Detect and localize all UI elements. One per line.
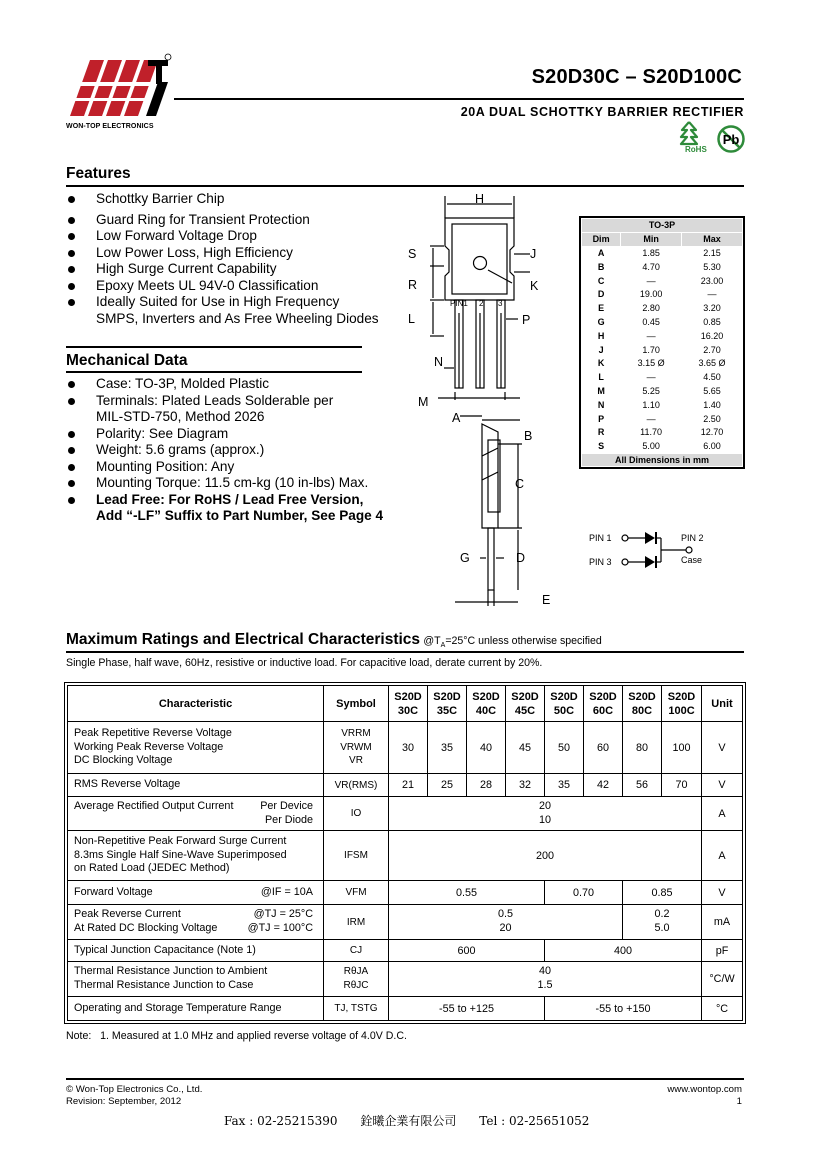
- table-row: Thermal Resistance Junction to Ambient Thermal Resistance Junction to Case RθJA RθJC 40 1.5 °C/W: [68, 962, 743, 997]
- table-cell: 4.50: [682, 370, 743, 384]
- table-row: Typical Junction Capacitance (Note 1) CJ 600 400 pF: [68, 940, 743, 962]
- table-row: [582, 398, 743, 412]
- dim-label-k: K: [530, 279, 539, 293]
- col-part: S20D 50C: [545, 686, 584, 722]
- col-part: S20D 35C: [428, 686, 467, 722]
- dim-table-footer: All Dimensions in mm: [582, 453, 743, 467]
- table-cell: 1.40: [682, 398, 743, 412]
- table-cell: N: [582, 398, 621, 412]
- table-cell: —: [621, 370, 682, 384]
- table-row: [582, 301, 743, 315]
- table-cell: C: [582, 274, 621, 288]
- pin-diagram-pin1: PIN 1: [589, 533, 612, 543]
- list-item: Case: TO-3P, Molded Plastic: [66, 376, 406, 393]
- copyright: © Won-Top Electronics Co., Ltd.: [66, 1084, 203, 1095]
- table-row: Forward Voltage @IF = 10A VFM 0.55 0.70 0.85 V: [68, 881, 743, 905]
- list-item: Mounting Position: Any: [66, 459, 406, 476]
- mechanical-rule: [66, 371, 362, 373]
- rohs-label: RoHS: [685, 145, 707, 154]
- col-part: S20D 40C: [467, 686, 506, 722]
- pin-diagram: [585, 528, 725, 578]
- ratings-table: [64, 682, 746, 1024]
- list-item: Mounting Torque: 11.5 cm-kg (10 in-lbs) Max.: [66, 475, 406, 492]
- table-cell: 1.85: [621, 246, 682, 260]
- table-cell: L: [582, 370, 621, 384]
- dim-label-j: J: [530, 247, 537, 261]
- dim-table-title: TO-3P: [582, 219, 743, 233]
- list-item: Terminals: Plated Leads Solderable per MIL-STD-750, Method 2026: [66, 393, 406, 426]
- table-cell: E: [582, 301, 621, 315]
- table-cell: P: [582, 412, 621, 426]
- dim-label-g: G: [460, 551, 470, 565]
- dim-label-l: L: [408, 312, 415, 326]
- table-cell: 5.30: [682, 260, 743, 274]
- table-row: Peak Reverse Current @TJ = 25°C At Rated DC Blocking Voltage @TJ = 100°C IRM 0.5 20 0.2 5.0 mA: [68, 905, 743, 940]
- dim-label-r: R: [408, 278, 418, 292]
- table-row: [582, 260, 743, 274]
- pb-label: Pb: [722, 132, 740, 147]
- table-cell: —: [682, 287, 743, 301]
- col-unit: Unit: [702, 686, 743, 722]
- pin-diagram-pin3: PIN 3: [589, 557, 612, 567]
- ratings-heading: Maximum Ratings and Electrical Characteristics $@T_A=25^\circ C$ unless otherwise specified: [66, 631, 602, 650]
- table-cell: 6.00: [682, 439, 743, 453]
- ratings-note-line: Single Phase, half wave, 60Hz, resistive or inductive load. For capacitive load, derate current by 20%.: [66, 657, 543, 669]
- table-cell: 0.45: [621, 315, 682, 329]
- table-cell: R: [582, 425, 621, 439]
- table-cell: A: [582, 246, 621, 260]
- pin1-label: PIN1: [450, 299, 468, 308]
- list-item: Guard Ring for Transient Protection: [66, 212, 406, 229]
- table-cell: 5.65: [682, 384, 743, 398]
- table-cell: H: [582, 329, 621, 343]
- list-item: Ideally Suited for Use in High Frequency SMPS, Inverters and As Free Wheeling Diodes: [66, 294, 406, 327]
- header-rule: [174, 98, 744, 100]
- list-item: Epoxy Meets UL 94V-0 Classification: [66, 278, 406, 295]
- table-row: [582, 274, 743, 288]
- dim-label-h: H: [475, 192, 485, 206]
- table-row: [582, 370, 743, 384]
- table-cell: S: [582, 439, 621, 453]
- col-part: S20D 80C: [623, 686, 662, 722]
- dim-label-c: C: [515, 477, 525, 491]
- ratings-title: Maximum Ratings and Electrical Characteristics: [66, 631, 421, 648]
- table-cell: J: [582, 343, 621, 357]
- table-cell: G: [582, 315, 621, 329]
- table-row: RMS Reverse Voltage VR(RMS) 21 25 28 32 35 42 56 70 V: [68, 774, 743, 797]
- col-part: S20D 100C: [662, 686, 702, 722]
- table-row: [582, 412, 743, 426]
- table-row: [582, 439, 743, 453]
- table-row: [582, 343, 743, 357]
- ratings-rule: [66, 651, 744, 653]
- company-name: WON-TOP ELECTRONICS: [66, 123, 154, 130]
- table-cell: 3.65 Ø: [682, 356, 743, 370]
- table-cell: K: [582, 356, 621, 370]
- fax-tel-line: Fax : 02-25215390 銓曦企業有限公司 Tel : 02-25651052: [224, 1114, 590, 1128]
- revision: Revision: September, 2012: [66, 1096, 182, 1107]
- table-cell: 11.70: [621, 425, 682, 439]
- table-cell: 5.00: [621, 439, 682, 453]
- features-heading: Features: [66, 165, 131, 182]
- col-part: S20D 60C: [584, 686, 623, 722]
- table-cell: 5.25: [621, 384, 682, 398]
- dimension-table: [579, 216, 745, 469]
- table-cell: 2.80: [621, 301, 682, 315]
- table-row: Peak Repetitive Reverse Voltage Working Peak Reverse Voltage DC Blocking Voltage VRRM VRWM VR 30 35 40 45 50 60 80 100 V: [68, 722, 743, 774]
- pin3-label: 3: [498, 299, 503, 308]
- mechanical-list: [66, 376, 406, 525]
- features-rule: [66, 185, 744, 187]
- table-cell: —: [621, 274, 682, 288]
- pin2-label: 2: [479, 299, 484, 308]
- subtitle: 20A DUAL SCHOTTKY BARRIER RECTIFIER: [460, 105, 744, 119]
- dim-label-s: S: [408, 247, 417, 261]
- table-row: [582, 287, 743, 301]
- col-symbol: Symbol: [324, 686, 389, 722]
- list-item: Lead Free: For RoHS / Lead Free Version, Add “-LF” Suffix to Part Number, See Page 4: [66, 492, 406, 525]
- table-cell: 16.20: [682, 329, 743, 343]
- table-row: Non-Repetitive Peak Forward Surge Current 8.3ms Single Half Sine-Wave Superimposed on Rated Load (JEDEC Method) IFSM 200 A: [68, 831, 743, 881]
- dim-label-e: E: [542, 593, 551, 607]
- table-cell: 19.00: [621, 287, 682, 301]
- table-row: [582, 356, 743, 370]
- table-row: [582, 384, 743, 398]
- dim-table-body: [582, 246, 743, 453]
- table-cell: —: [621, 412, 682, 426]
- col-part: S20D 30C: [389, 686, 428, 722]
- dim-label-d: D: [516, 551, 526, 565]
- list-item: High Surge Current Capability: [66, 261, 406, 278]
- table-cell: 0.85: [682, 315, 743, 329]
- page-number: 1: [736, 1096, 742, 1107]
- dim-label-m: M: [418, 395, 429, 409]
- col-part: S20D 45C: [506, 686, 545, 722]
- col-characteristic: Characteristic: [68, 686, 324, 722]
- dim-label-p: P: [522, 313, 531, 327]
- features-list: [66, 191, 406, 327]
- dim-col-header: Min: [621, 232, 682, 246]
- list-item: Schottky Barrier Chip: [66, 191, 406, 208]
- table-cell: M: [582, 384, 621, 398]
- table-cell: 12.70: [682, 425, 743, 439]
- table-row: [582, 425, 743, 439]
- part-title: S20D30C – S20D100C: [531, 66, 742, 88]
- pb-free-icon: [716, 124, 746, 154]
- list-item: Weight: 5.6 grams (approx.): [66, 442, 406, 459]
- row-label: Peak Repetitive Reverse Voltage Working Peak Reverse Voltage DC Blocking Voltage: [68, 722, 324, 774]
- row-symbol: VRRM VRWM VR: [324, 722, 389, 774]
- table-row: [582, 315, 743, 329]
- won-top-logo: [64, 52, 174, 122]
- table-cell: 1.70: [621, 343, 682, 357]
- dim-label-a: A: [452, 411, 461, 425]
- pin-diagram-case: Case: [681, 555, 703, 565]
- table-row: [582, 246, 743, 260]
- table-cell: 2.70: [682, 343, 743, 357]
- table-cell: 1.10: [621, 398, 682, 412]
- table-cell: 23.00: [682, 274, 743, 288]
- list-item: Low Power Loss, High Efficiency: [66, 245, 406, 262]
- table-cell: 4.70: [621, 260, 682, 274]
- table-cell: 2.50: [682, 412, 743, 426]
- footer-rule: [66, 1078, 744, 1080]
- list-item: Low Forward Voltage Drop: [66, 228, 406, 245]
- table-cell: 3.15 Ø: [621, 356, 682, 370]
- table-cell: —: [621, 329, 682, 343]
- package-outline-drawing: [400, 188, 570, 608]
- mechanical-top-rule: [66, 346, 362, 348]
- table-cell: 2.15: [682, 246, 743, 260]
- dim-col-header: Max: [682, 232, 743, 246]
- list-item: Polarity: See Diagram: [66, 426, 406, 443]
- table-cell: 3.20: [682, 301, 743, 315]
- dim-col-header: Dim: [582, 232, 621, 246]
- footnote: Note: 1. Measured at 1.0 MHz and applied reverse voltage of 4.0V D.C.: [66, 1030, 407, 1042]
- table-cell: B: [582, 260, 621, 274]
- rohs-tree-icon: [678, 120, 700, 148]
- pin-diagram-pin2: PIN 2: [681, 533, 704, 543]
- mechanical-heading: Mechanical Data: [66, 352, 188, 369]
- dim-label-b: B: [524, 429, 533, 443]
- dim-label-n: N: [434, 355, 444, 369]
- table-cell: D: [582, 287, 621, 301]
- website-link[interactable]: www.wontop.com: [667, 1084, 742, 1095]
- table-row: Average Rectified Output Current Per Device Per Diode IO 20 10 A: [68, 797, 743, 831]
- table-row: Operating and Storage Temperature Range TJ, TSTG -55 to +125 -55 to +150 °C: [68, 997, 743, 1021]
- table-row: [582, 329, 743, 343]
